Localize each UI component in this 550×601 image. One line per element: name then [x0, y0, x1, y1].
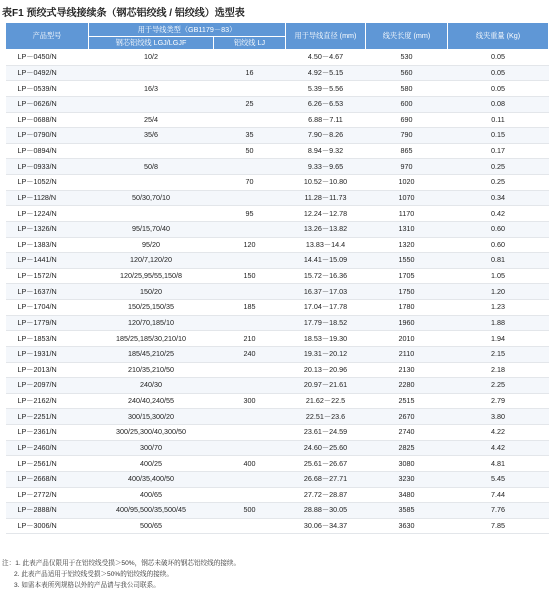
cell-lj: 185: [214, 300, 286, 316]
cell-diameter: 30.06－34.37: [286, 518, 366, 534]
cell-model: LP－0933/N: [6, 159, 89, 175]
cell-length: 970: [366, 159, 448, 175]
cell-weight: 7.44: [448, 487, 549, 503]
table-row: [6, 175, 549, 191]
table-row: [6, 50, 549, 66]
cell-lj: 95: [214, 206, 286, 222]
cell-length: 2110: [366, 346, 448, 362]
cell-lgj: 210/35,210/50: [89, 362, 214, 378]
cell-lgj: 10/2: [89, 50, 214, 66]
cell-lj: [214, 112, 286, 128]
cell-diameter: 17.79－18.52: [286, 315, 366, 331]
cell-model: LP－0688/N: [6, 112, 89, 128]
cell-lj: 210: [214, 331, 286, 347]
cell-length: 790: [366, 128, 448, 144]
cell-lgj: 95/15,70/40: [89, 221, 214, 237]
cell-weight: 0.08: [448, 96, 549, 112]
cell-lgj: 400/25: [89, 456, 214, 472]
cell-length: 1960: [366, 315, 448, 331]
cell-model: LP－1572/N: [6, 268, 89, 284]
table-row: [6, 237, 549, 253]
footnote-prefix: 注：: [2, 560, 16, 567]
cell-lj: 240: [214, 346, 286, 362]
cell-length: 3630: [366, 518, 448, 534]
cell-weight: 0.60: [448, 237, 549, 253]
cell-diameter: 10.52－10.80: [286, 175, 366, 191]
cell-model: LP－2251/N: [6, 409, 89, 425]
cell-diameter: 7.90－8.26: [286, 128, 366, 144]
cell-model: LP－1052/N: [6, 175, 89, 191]
cell-lj: 70: [214, 175, 286, 191]
cell-diameter: 15.72－16.36: [286, 268, 366, 284]
cell-diameter: 6.88－7.11: [286, 112, 366, 128]
cell-model: LP－2162/N: [6, 393, 89, 409]
footnote-2: 2. 此表产品适用于铝绞线受损＞50%的铝绞线的接续。: [14, 571, 173, 578]
cell-weight: 1.05: [448, 268, 549, 284]
cell-model: LP－2097/N: [6, 378, 89, 394]
cell-lgj: 400/35,400/50: [89, 471, 214, 487]
cell-lgj: 300/15,300/20: [89, 409, 214, 425]
cell-model: LP－2460/N: [6, 440, 89, 456]
cell-diameter: 14.41－15.09: [286, 253, 366, 269]
cell-model: LP－2561/N: [6, 456, 89, 472]
cell-length: 1020: [366, 175, 448, 191]
cell-lgj: [89, 175, 214, 191]
cell-lj: [214, 440, 286, 456]
cell-model: LP－1383/N: [6, 237, 89, 253]
table-row: [6, 346, 549, 362]
cell-length: 2280: [366, 378, 448, 394]
cell-lj: 300: [214, 393, 286, 409]
cell-weight: 0.05: [448, 81, 549, 97]
cell-lgj: 400/95,500/35,500/45: [89, 503, 214, 519]
table-row: [6, 190, 549, 206]
table-row: [6, 300, 549, 316]
header-weight: [448, 23, 549, 50]
cell-weight: 0.17: [448, 143, 549, 159]
cell-diameter: 13.83－14.4: [286, 237, 366, 253]
cell-model: LP－3006/N: [6, 518, 89, 534]
cell-model: LP－1704/N: [6, 300, 89, 316]
cell-lj: [214, 471, 286, 487]
header-lgj: 钢芯铝绞线 LGJ/LGJF: [89, 37, 214, 50]
cell-length: 690: [366, 112, 448, 128]
cell-model: LP－0626/N: [6, 96, 89, 112]
cell-length: 865: [366, 143, 448, 159]
cell-diameter: 4.92－5.15: [286, 65, 366, 81]
cell-lj: 500: [214, 503, 286, 519]
cell-diameter: 19.31－20.12: [286, 346, 366, 362]
cell-weight: 0.60: [448, 221, 549, 237]
cell-model: LP－1224/N: [6, 206, 89, 222]
cell-lgj: 16/3: [89, 81, 214, 97]
table-row: [6, 440, 549, 456]
cell-lgj: 35/6: [89, 128, 214, 144]
table-row: [6, 425, 549, 441]
cell-diameter: 12.24－12.78: [286, 206, 366, 222]
cell-model: LP－2013/N: [6, 362, 89, 378]
cell-weight: 1.88: [448, 315, 549, 331]
cell-length: 2130: [366, 362, 448, 378]
table-body: [6, 50, 549, 534]
cell-lgj: 185/25,185/30,210/10: [89, 331, 214, 347]
cell-model: LP－1128/N: [6, 190, 89, 206]
cell-weight: 1.94: [448, 331, 549, 347]
cell-length: 2825: [366, 440, 448, 456]
table-row: [6, 487, 549, 503]
cell-length: 2740: [366, 425, 448, 441]
cell-length: 2670: [366, 409, 448, 425]
cell-length: 3585: [366, 503, 448, 519]
header-conductor-type: 用于导线类型（GB1179－83）: [89, 23, 286, 37]
cell-lj: [214, 518, 286, 534]
cell-model: LP－1853/N: [6, 331, 89, 347]
table-row: [6, 471, 549, 487]
cell-weight: 0.42: [448, 206, 549, 222]
cell-weight: 0.15: [448, 128, 549, 144]
cell-model: LP－0492/N: [6, 65, 89, 81]
cell-lgj: 240/30: [89, 378, 214, 394]
cell-lgj: 300/25,300/40,300/50: [89, 425, 214, 441]
cell-model: LP－1326/N: [6, 221, 89, 237]
header-model: 产品型号: [6, 23, 89, 50]
cell-lj: [214, 425, 286, 441]
table-row: [6, 393, 549, 409]
cell-length: 560: [366, 65, 448, 81]
cell-model: LP－1931/N: [6, 346, 89, 362]
cell-lj: [214, 378, 286, 394]
table-row: [6, 409, 549, 425]
cell-lj: 120: [214, 237, 286, 253]
cell-model: LP－2772/N: [6, 487, 89, 503]
cell-lj: 50: [214, 143, 286, 159]
cell-lj: [214, 159, 286, 175]
cell-weight: 4.81: [448, 456, 549, 472]
table-row: [6, 143, 549, 159]
cell-lgj: 25/4: [89, 112, 214, 128]
cell-length: 600: [366, 96, 448, 112]
table-row: [6, 378, 549, 394]
footnotes: [2, 558, 240, 591]
cell-length: 1310: [366, 221, 448, 237]
cell-lgj: 50/30,70/10: [89, 190, 214, 206]
cell-length: 1750: [366, 284, 448, 300]
footnote-3: 3. 如需本表所列规格以外的产品请与我公司联系。: [14, 582, 160, 589]
cell-length: 1705: [366, 268, 448, 284]
cell-length: 580: [366, 81, 448, 97]
cell-model: LP－0450/N: [6, 50, 89, 66]
table-row: [6, 518, 549, 534]
cell-length: 2010: [366, 331, 448, 347]
cell-model: LP－0894/N: [6, 143, 89, 159]
cell-length: 2515: [366, 393, 448, 409]
cell-lj: [214, 253, 286, 269]
footnote-1: [2, 558, 240, 569]
cell-model: LP－2361/N: [6, 425, 89, 441]
table-row: [6, 284, 549, 300]
table-row: [6, 206, 549, 222]
cell-diameter: 26.68－27.71: [286, 471, 366, 487]
cell-diameter: 25.61－26.67: [286, 456, 366, 472]
cell-diameter: 24.60－25.60: [286, 440, 366, 456]
cell-length: 1070: [366, 190, 448, 206]
table-row: [6, 268, 549, 284]
cell-diameter: 5.39－5.56: [286, 81, 366, 97]
cell-weight: 0.05: [448, 65, 549, 81]
cell-diameter: 4.50－4.67: [286, 50, 366, 66]
cell-diameter: 16.37－17.03: [286, 284, 366, 300]
cell-length: 1550: [366, 253, 448, 269]
table-title: 表F1 预绞式导线接续条（钢芯铝绞线 / 铝绞线）选型表: [2, 8, 245, 19]
cell-model: LP－2668/N: [6, 471, 89, 487]
table-row: [6, 128, 549, 144]
table-row: [6, 81, 549, 97]
table-row: [6, 253, 549, 269]
cell-diameter: 21.62－22.5: [286, 393, 366, 409]
cell-model: LP－1779/N: [6, 315, 89, 331]
cell-lgj: 150/20: [89, 284, 214, 300]
cell-lgj: [89, 65, 214, 81]
cell-lgj: 150/25,150/35: [89, 300, 214, 316]
cell-weight: 1.20: [448, 284, 549, 300]
cell-model: LP－0790/N: [6, 128, 89, 144]
cell-weight: 2.25: [448, 378, 549, 394]
cell-lj: 16: [214, 65, 286, 81]
cell-weight: 3.80: [448, 409, 549, 425]
cell-diameter: 18.53－19.30: [286, 331, 366, 347]
cell-length: 1170: [366, 206, 448, 222]
cell-weight: 0.25: [448, 175, 549, 191]
header-diameter-label: 用于导线直径 (mm): [294, 31, 357, 40]
cell-diameter: 8.94－9.32: [286, 143, 366, 159]
cell-model: LP－0539/N: [6, 81, 89, 97]
cell-lj: [214, 315, 286, 331]
cell-diameter: 27.72－28.87: [286, 487, 366, 503]
cell-lgj: [89, 96, 214, 112]
table-row: [6, 221, 549, 237]
header-lj: 铝绞线 LJ: [214, 37, 286, 50]
cell-lj: [214, 50, 286, 66]
cell-diameter: 20.97－21.61: [286, 378, 366, 394]
cell-lgj: 400/65: [89, 487, 214, 503]
cell-weight: 7.76: [448, 503, 549, 519]
cell-lgj: 500/65: [89, 518, 214, 534]
cell-lgj: 300/70: [89, 440, 214, 456]
table-row: [6, 456, 549, 472]
header-length: [366, 23, 448, 50]
cell-lgj: 185/45,210/25: [89, 346, 214, 362]
header-row-1: [6, 23, 549, 37]
table-row: [6, 503, 549, 519]
cell-model: LP－2888/N: [6, 503, 89, 519]
cell-lgj: 50/8: [89, 159, 214, 175]
cell-lj: 35: [214, 128, 286, 144]
cell-lgj: [89, 206, 214, 222]
cell-weight: 2.18: [448, 362, 549, 378]
cell-lj: 25: [214, 96, 286, 112]
header-weight-label: 线夹重量 (Kg): [475, 31, 521, 40]
cell-lgj: 120/25,95/55,150/8: [89, 268, 214, 284]
table-row: [6, 315, 549, 331]
cell-lgj: [89, 143, 214, 159]
cell-diameter: 9.33－9.65: [286, 159, 366, 175]
cell-lj: [214, 190, 286, 206]
cell-length: 3480: [366, 487, 448, 503]
cell-weight: 0.81: [448, 253, 549, 269]
cell-lgj: 120/7,120/20: [89, 253, 214, 269]
footnote-1-text: 1. 此表产品仅限用于在铝绞线受损＞50%，钢芯未破坏的钢芯铝绞线的接续。: [15, 560, 241, 567]
cell-lj: 150: [214, 268, 286, 284]
cell-weight: 4.22: [448, 425, 549, 441]
table-row: [6, 65, 549, 81]
cell-weight: 2.79: [448, 393, 549, 409]
cell-model: LP－1637/N: [6, 284, 89, 300]
table-row: [6, 96, 549, 112]
cell-diameter: 6.26－6.53: [286, 96, 366, 112]
cell-diameter: 13.26－13.82: [286, 221, 366, 237]
cell-diameter: 28.88－30.05: [286, 503, 366, 519]
cell-lgj: 120/70,185/10: [89, 315, 214, 331]
header-length-label: 线夹长度 (mm): [382, 31, 431, 40]
cell-lj: [214, 487, 286, 503]
cell-weight: 0.34: [448, 190, 549, 206]
cell-lj: [214, 362, 286, 378]
cell-weight: 0.25: [448, 159, 549, 175]
cell-diameter: 22.51－23.6: [286, 409, 366, 425]
cell-weight: 1.23: [448, 300, 549, 316]
selection-table: [5, 22, 549, 534]
cell-weight: 7.85: [448, 518, 549, 534]
table-row: [6, 331, 549, 347]
cell-length: 530: [366, 50, 448, 66]
cell-diameter: 23.61－24.59: [286, 425, 366, 441]
cell-lj: [214, 221, 286, 237]
cell-lj: 400: [214, 456, 286, 472]
cell-weight: 2.15: [448, 346, 549, 362]
cell-weight: 5.45: [448, 471, 549, 487]
cell-weight: 0.11: [448, 112, 549, 128]
cell-weight: 0.05: [448, 50, 549, 66]
cell-model: LP－1441/N: [6, 253, 89, 269]
cell-length: 3080: [366, 456, 448, 472]
cell-diameter: 17.04－17.78: [286, 300, 366, 316]
cell-lj: [214, 284, 286, 300]
cell-lj: [214, 409, 286, 425]
cell-lgj: 240/40,240/55: [89, 393, 214, 409]
header-diameter: [286, 23, 366, 50]
table-row: [6, 159, 549, 175]
cell-diameter: 20.13－20.96: [286, 362, 366, 378]
cell-lgj: 95/20: [89, 237, 214, 253]
table-row: [6, 362, 549, 378]
cell-weight: 4.42: [448, 440, 549, 456]
cell-length: 1780: [366, 300, 448, 316]
cell-diameter: 11.28－11.73: [286, 190, 366, 206]
cell-lj: [214, 81, 286, 97]
table-row: [6, 112, 549, 128]
cell-length: 1320: [366, 237, 448, 253]
cell-length: 3230: [366, 471, 448, 487]
